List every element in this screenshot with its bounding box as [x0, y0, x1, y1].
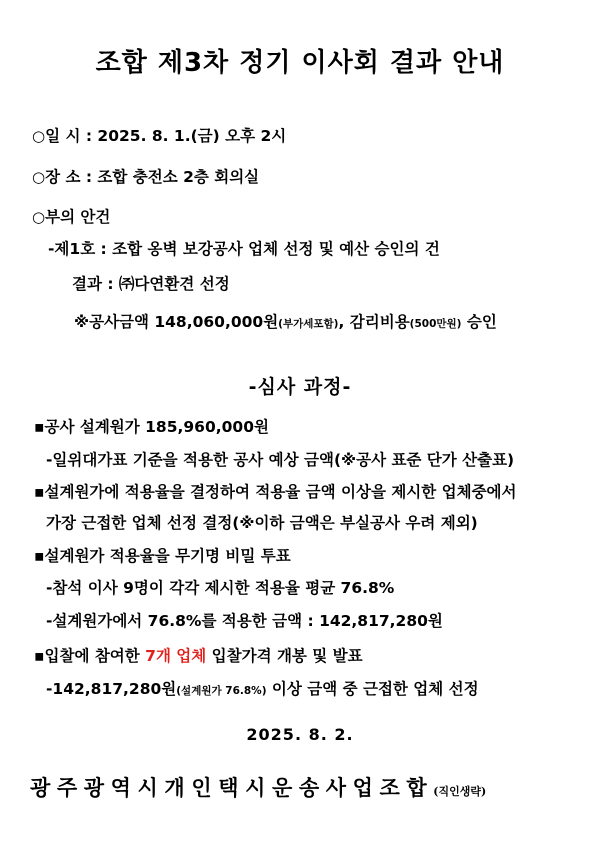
review-b4-suffix: 입찰가격 개봉 및 발표 [206, 647, 363, 665]
agenda-result: 결과 : ㈜다연환견 선정 [72, 275, 230, 293]
review-b3-text: 설계원가 적용율을 무기명 비밀 투표 [44, 547, 291, 565]
square-bullet-icon: ▪ [34, 647, 45, 665]
review-b3-sub2: -설계원가에서 76.8%를 적용한 금액 : 142,817,280원 [46, 612, 443, 630]
review-bullet-3 [34, 544, 291, 566]
agenda-cost-line [74, 310, 497, 332]
agenda-header-line [32, 205, 110, 227]
review-b4-highlight: 7개 업체 [145, 647, 207, 665]
cost-supervision-label: , 감리비용 [338, 313, 410, 331]
organization-name: 광주광역시개인택시운송사업조합 [30, 775, 434, 800]
square-bullet-icon: ▪ [34, 547, 45, 565]
place-text: 장 소 : 조합 충전소 2층 회의실 [45, 168, 260, 186]
review-b4-sub [46, 677, 479, 699]
review-b1-sub: -일위대가표 기준을 적용한 공사 예상 금액(※공사 표준 단가 산출표) [46, 451, 515, 469]
review-bullet-2 [34, 480, 517, 502]
datetime-text: 일 시 : 2025. 8. 1.(금) 오후 2시 [45, 127, 287, 145]
review-section-title: -심사 과정- [248, 376, 352, 398]
page-title: 조합 제3차 정기 이사회 결과 안내 [95, 48, 505, 78]
review-bullet-1 [34, 415, 269, 437]
review-b2-line1: 설계원가에 적용율을 결정하여 적용율 금액 이상을 제시한 업체중에서 [44, 483, 517, 501]
review-bullet-4 [34, 644, 363, 666]
square-bullet-icon: ▪ [34, 483, 45, 501]
review-b3-sub1: -참석 이사 9명이 각각 제시한 적용율 평균 76.8% [46, 579, 395, 597]
review-b4-prefix: 입찰에 참여한 [44, 647, 146, 665]
review-b4-sub-amount: -142,817,280원 [46, 680, 177, 698]
agenda-item-1: -제1호 : 조합 옹벽 보강공사 업체 선정 및 예산 승인의 건 [48, 240, 440, 258]
seal-omitted-note: (직인생략) [433, 785, 487, 798]
cost-amount: ※공사금액 148,060,000원 [74, 313, 279, 331]
review-b4-sub-suffix: 이상 금액 중 근접한 업체 선정 [266, 680, 479, 698]
organization-signature [30, 772, 570, 802]
cost-approval: 승인 [461, 313, 497, 331]
review-b2-line2: 가장 근접한 업체 선정 결정(※이하 금액은 부실공사 우려 제외) [46, 514, 478, 532]
circle-bullet-icon: ○ [32, 127, 46, 145]
circle-bullet-icon: ○ [32, 168, 46, 186]
datetime-line [32, 124, 286, 146]
place-line [32, 165, 259, 187]
review-b1-text: 공사 설계원가 185,960,000원 [44, 418, 269, 436]
agenda-header-text: 부의 안건 [45, 208, 111, 226]
square-bullet-icon: ▪ [34, 418, 45, 436]
review-b4-sub-note: (설계원가 76.8%) [176, 685, 267, 697]
cost-vat-note: (부가세포함) [278, 318, 339, 330]
circle-bullet-icon: ○ [32, 208, 46, 226]
cost-supervision-amount: (500만원) [409, 318, 462, 330]
document-date: 2025. 8. 2. [246, 725, 354, 744]
